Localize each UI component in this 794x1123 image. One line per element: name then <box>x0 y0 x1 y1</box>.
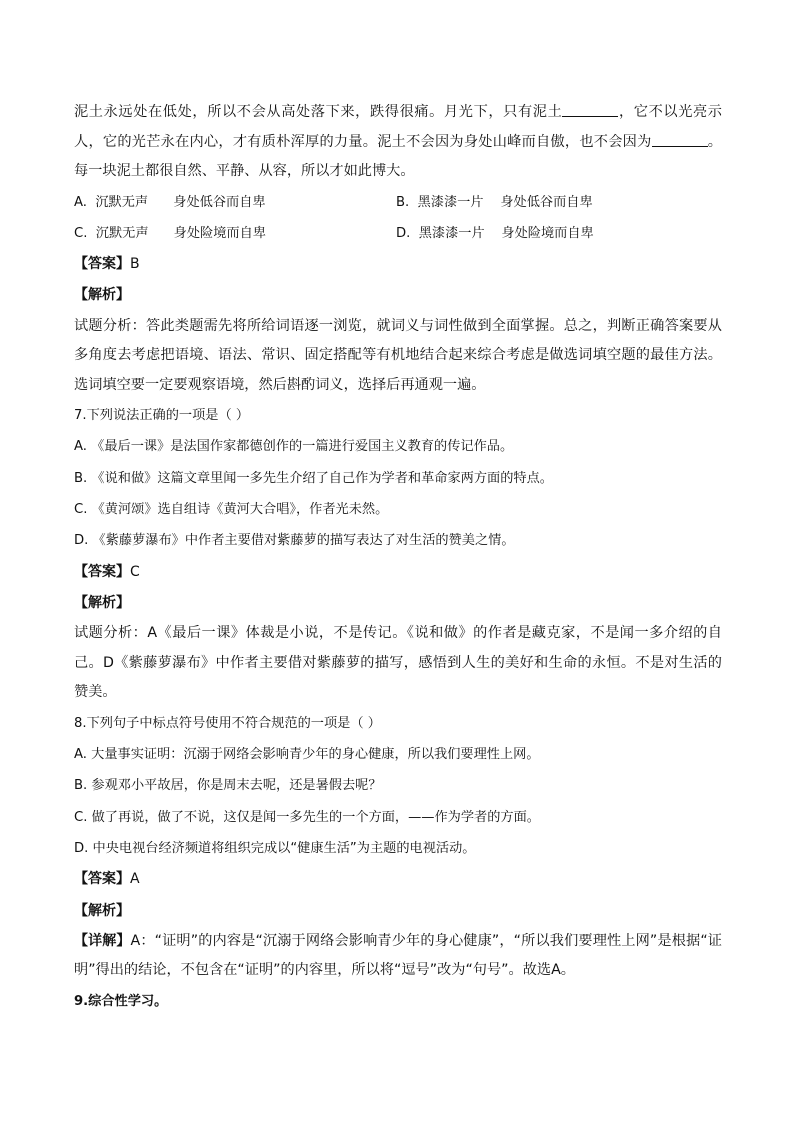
q7-option-b: B. 《说和做》这篇文章里闻一多先生介绍了自己作为学者和革命家两方面的特点。 <box>74 470 553 486</box>
q6-option-a: A. 沉默无声 身处低谷而自卑 <box>74 194 266 210</box>
q8-option-a: A. 大量事实证明：沉溺于网络会影响青少年的身心健康，所以我们要理性上网。 <box>74 747 540 763</box>
analysis-label: 【解析】 <box>74 287 130 304</box>
q6-passage-part2: ，它不以光亮示人，它的光芒永在内心，才有质朴浑厚的力量。泥土不会因为身处山峰而自傲，也不会因为 <box>74 104 722 150</box>
answer-value: C <box>130 563 140 580</box>
q9-title: 9.综合性学习。 <box>74 993 168 1009</box>
q6-passage <box>74 98 722 187</box>
answer-label: 【答案】 <box>74 256 130 273</box>
q8-answer <box>74 864 722 895</box>
q6-analysis-heading <box>74 280 722 311</box>
q6-options-row-2 <box>74 218 722 249</box>
detail-label: 【详解】 <box>74 932 131 949</box>
q7-title: 7.下列说法正确的一项是（ ） <box>74 408 250 424</box>
answer-value: B <box>130 256 140 273</box>
q8-detail <box>74 927 722 986</box>
q6-passage-part3: 。每一块泥土都很自然、平静、从容，所以才如此博大。 <box>74 133 722 179</box>
q6-option-c: C. 沉默无声 身处险境而自卑 <box>74 225 266 241</box>
q7-option-d: D. 《紫藤萝瀑布》中作者主要借对紫藤萝的描写表达了对生活的赞美之情。 <box>74 533 515 549</box>
document-body <box>74 98 722 1017</box>
answer-value: A <box>130 871 140 888</box>
analysis-label: 【解析】 <box>74 594 130 611</box>
fill-blank-2 <box>652 132 708 147</box>
q7-option-a: A. 《最后一课》是法国作家都德创作的一篇进行爱国主义教育的传记作品。 <box>74 439 514 455</box>
q7-answer <box>74 557 722 588</box>
q6-passage-part1: 泥土永远处在低处，所以不会从高处落下来，跌得很痛。月光下，只有泥土 <box>74 104 563 120</box>
fill-blank-1 <box>562 102 618 117</box>
q8-option-c: C. 做了再说，做了不说，这仅是闻一多先生的一个方面，——作为学者的方面。 <box>74 809 540 825</box>
q6-analysis-text: 试题分析：答此类题需先将所给词语逐一浏览，就词义与词性做到全面掌握。总之，判断正确答案要从多角度去考虑把语境、语法、常识、固定搭配等有机地结合起来综合考虑是做选词填空题的最佳方法。选词填空要一定要观察语境，然后斟酌词义，选择后再通观一遍。 <box>74 317 722 393</box>
q8-option-d: D. 中央电视台经济频道将组织完成以“健康生活”为主题的电视活动。 <box>74 840 476 856</box>
q8-title: 8.下列句子中标点符号使用不符合规范的一项是（ ） <box>74 715 381 731</box>
q8-analysis-heading <box>74 896 722 927</box>
q6-option-b: B. 黑漆漆一片 身处低谷而自卑 <box>396 194 593 210</box>
q6-options-row-1 <box>74 187 722 218</box>
q6-option-d: D. 黑漆漆一片 身处险境而自卑 <box>396 225 594 241</box>
answer-label: 【答案】 <box>74 563 130 580</box>
q7-analysis-heading <box>74 588 722 619</box>
answer-label: 【答案】 <box>74 871 130 888</box>
analysis-label: 【解析】 <box>74 902 130 919</box>
q7-analysis-text: 试题分析：A《最后一课》体裁是小说，不是传记。《说和做》的作者是藏克家，不是闻一多介绍的自己。D《紫藤萝瀑布》中作者主要借对紫藤萝的描写，感悟到人生的美好和生命的永恒。不是对生活的赞美。 <box>74 625 722 701</box>
q7-option-c: C. 《黄河颂》选自组诗《黄河大合唱》，作者光未然。 <box>74 502 389 518</box>
detail-text: A：“证明”的内容是“沉溺于网络会影响青少年的身心健康”，“所以我们要理性上网”是根据“证明”得出的结论，不包含在“证明”的内容里，所以将“逗号”改为“句号”。故选A。 <box>74 932 722 979</box>
q6-answer <box>74 249 722 280</box>
q8-option-b: B. 参观邓小平故居，你是周末去呢，还是暑假去呢？ <box>74 778 382 794</box>
